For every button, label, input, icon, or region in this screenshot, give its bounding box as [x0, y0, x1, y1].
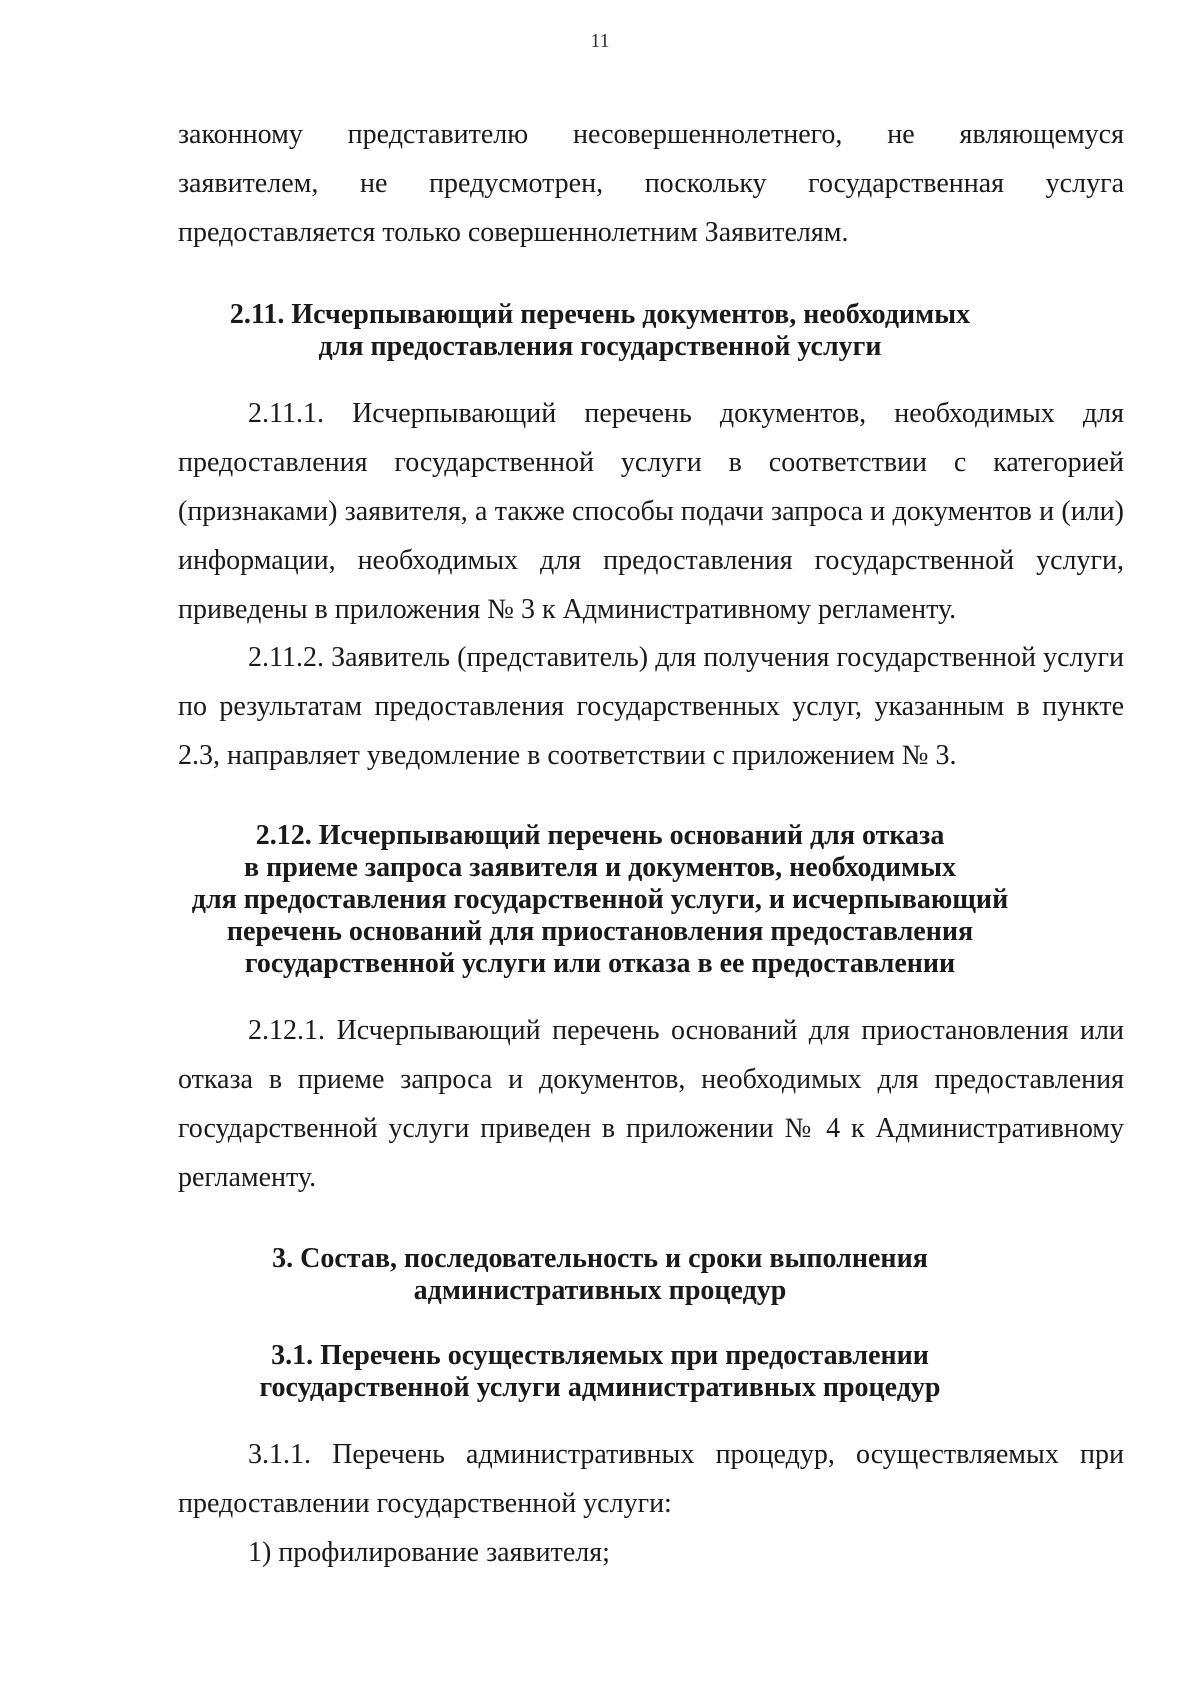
section-2-11-heading-line-1: 2.11. Исчерпывающий перечень документов, необходимых	[229, 299, 971, 330]
intro-line-3: предоставляется только совершеннолетним Заявителям.	[178, 217, 849, 248]
paragraph-2-11-1: 2.11.1. Исчерпывающий перечень документов, необходимых для предоставления государственной услуги в соответствии с категорией (признаками) заявителя, а также способы подачи запроса и документов и (или) информации, необходимых для предоставления государственной услуги, приведены в приложения № 3 к Административному регламенту.	[178, 398, 1124, 625]
section-3-heading	[0, 1243, 1200, 1307]
section-2-12-heading-line-5: государственной услуги или отказа в ее предоставлении	[244, 948, 956, 979]
section-2-12-heading-line-1: 2.12. Исчерпывающий перечень оснований для отказа	[255, 820, 945, 851]
paragraph-2-11-2: 2.11.2. Заявитель (представитель) для получения государственной услуги по результатам предоставления государственных услуг, указанным в пункте 2.3, направляет уведомление в соответствии с приложением № 3.	[178, 642, 1124, 771]
list-item: 1) профилирование заявителя;	[248, 1537, 610, 1568]
section-2-11-heading-line-2: для предоставления государственной услуги	[318, 331, 882, 362]
intro-line-1: законному представителю несовершеннолетнего, не являющемуся	[178, 119, 1124, 150]
intro-line-2: заявителем, не предусмотрен, поскольку государственная услуга	[178, 168, 1124, 199]
section-2-12-heading-line-4: перечень оснований для приостановления предоставления	[226, 916, 974, 947]
section-3-1-heading	[0, 1340, 1200, 1404]
section-3-heading-line-2: административных процедур	[413, 1275, 787, 1306]
section-3-1-heading-line-2: государственной услуги административных процедур	[259, 1372, 941, 1403]
section-2-12-heading	[0, 820, 1200, 980]
paragraph-2-12-1: 2.12.1. Исчерпывающий перечень оснований для приостановления или отказа в приеме запроса и документов, необходимых для предоставления государственной услуги приведен в приложении № 4 к Административному регламенту.	[178, 1015, 1124, 1193]
intro-paragraph	[178, 110, 1124, 257]
section-3-heading-line-1: 3. Состав, последовательность и сроки выполнения	[272, 1243, 928, 1274]
page-number: 11	[590, 30, 610, 52]
section-3-1-heading-line-1: 3.1. Перечень осуществляемых при предоставлении	[271, 1340, 929, 1371]
section-2-12-heading-line-3: для предоставления государственной услуги, и исчерпывающий	[191, 884, 1009, 915]
section-2-11-heading	[0, 299, 1200, 363]
paragraph-3-1-1: 3.1.1. Перечень административных процедур, осуществляемых при предоставлении государственной услуги:	[178, 1439, 1124, 1519]
section-2-12-heading-line-2: в приеме запроса заявителя и документов, необходимых	[244, 852, 956, 883]
